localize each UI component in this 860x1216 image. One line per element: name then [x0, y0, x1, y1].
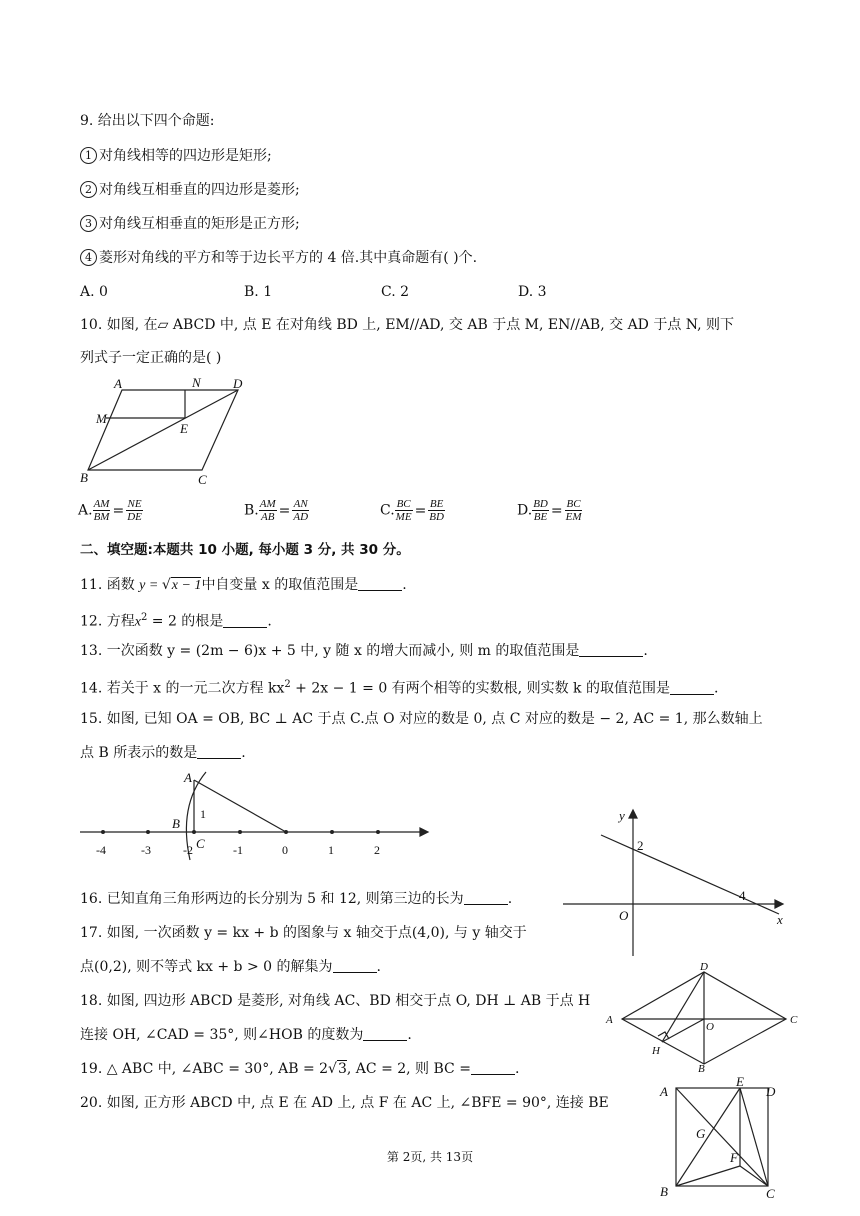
numerator: BE — [429, 498, 444, 510]
denominator: ME — [395, 511, 412, 523]
denominator: AB — [260, 511, 275, 523]
denominator: AD — [293, 511, 309, 523]
sqrt-sign: √ — [328, 1061, 337, 1077]
fraction — [292, 498, 309, 523]
proposition-text: 对角线互相垂直的矩形是正方形; — [99, 216, 300, 232]
tick-label: -4 — [96, 843, 106, 857]
label-b: B — [80, 470, 88, 485]
numerator: BC — [396, 498, 411, 510]
q19-post: , AC = 2, 则 BC = — [346, 1061, 471, 1077]
fraction — [565, 498, 583, 523]
origin-label: O — [619, 908, 629, 923]
q10-option-d — [517, 498, 582, 523]
equals: = — [112, 502, 125, 519]
q10-option-a — [78, 498, 143, 523]
q9-option-a: A. 0 — [80, 284, 108, 300]
denominator: EM — [565, 511, 582, 523]
q12-exponent: 2 — [140, 612, 148, 623]
q18-line2-text: 连接 OH, ∠CAD = 35°, 则∠HOB 的度数为 — [80, 1027, 364, 1043]
x-intercept-label: 4 — [739, 888, 746, 903]
q13: 13. 一次函数 y = (2m − 6)x + 5 中, y 随 x 的增大而减小, 则 m 的取值范围是 . — [80, 643, 648, 659]
fraction — [126, 498, 143, 523]
proposition-text: 菱形对角线的平方和等于边长平方的 4 倍.其中真命题有( )个. — [99, 250, 478, 266]
q9-option-b: B. 1 — [244, 284, 273, 300]
label-o: O — [706, 1021, 714, 1033]
label-a: A — [114, 376, 122, 391]
tick-label: 0 — [282, 843, 288, 857]
answer-blank — [333, 958, 377, 973]
label-b: B — [172, 816, 180, 831]
axis-y-label: y — [619, 808, 625, 823]
q9-stem: 9. 给出以下四个命题: — [80, 113, 215, 129]
label-c: C — [766, 1186, 775, 1201]
answer-blank — [471, 1060, 515, 1075]
number-line-figure — [80, 770, 440, 862]
q17-line2: 点(0,2), 则不等式 kx + b > 0 的解集为 . — [80, 959, 381, 975]
q10-stem-line2: 列式子一定正确的是( ) — [80, 350, 222, 366]
q9-proposition-4 — [80, 248, 477, 268]
q14-post: + 2x − 1 = 0 有两个相等的实数根, 则实数 k 的取值范围是 — [290, 680, 670, 697]
denominator: BM — [93, 511, 110, 523]
circled-number: 4 — [80, 249, 97, 266]
label-a: A — [184, 770, 192, 785]
segment-label-1: 1 — [200, 807, 206, 821]
q14-pre: 14. 若关于 x 的一元二次方程 kx — [80, 680, 285, 697]
label-b: B — [660, 1184, 668, 1199]
numerator: AM — [259, 498, 276, 510]
q10-stem-line1: 10. 如图, 在▱ ABCD 中, 点 E 在对角线 BD 上, EM//AD, 交 AB 于点 M, EN//AB, 交 AD 于点 N, 则下 — [80, 317, 735, 333]
q18-line2: 连接 OH, ∠CAD = 35°, 则∠HOB 的度数为 . — [80, 1027, 412, 1043]
q17-line2-text: 点(0,2), 则不等式 kx + b > 0 的解集为 — [80, 959, 333, 975]
q19: 19. △ ABC 中, ∠ABC = 30°, AB = 2√3, AC = 2, 则 BC = . — [80, 1061, 520, 1077]
q20-text: 20. 如图, 正方形 ABCD 中, 点 E 在 AD 上, 点 F 在 AC 上, ∠BFE = 90°, 连接 BE — [80, 1095, 609, 1111]
q9-option-d: D. 3 — [518, 284, 547, 300]
equals: = — [278, 502, 291, 519]
fraction — [93, 498, 111, 523]
q11-radicand: x − 1 — [171, 578, 202, 593]
q18-line1: 18. 如图, 四边形 ABCD 是菱形, 对角线 AC、BD 相交于点 O, DH ⊥ AB 于点 H — [80, 993, 591, 1009]
q12-expr: x — [134, 614, 141, 630]
fraction — [428, 498, 445, 523]
answer-blank — [358, 576, 402, 591]
fraction — [532, 498, 549, 523]
denominator: DE — [127, 511, 142, 523]
label-c: C — [790, 1014, 798, 1026]
label-e: E — [180, 421, 188, 436]
tick-label: -2 — [183, 843, 193, 857]
q10-option-b — [244, 498, 309, 523]
rhombus-figure — [604, 961, 804, 1075]
q16-text: 16. 已知直角三角形两边的长分别为 5 和 12, 则第三边的长为 — [80, 891, 464, 907]
label-c: C — [196, 836, 205, 851]
numerator: BC — [566, 498, 581, 510]
proposition-text: 对角线互相垂直的四边形是菱形; — [99, 182, 300, 198]
q9-proposition-2 — [80, 180, 300, 200]
label-n: N — [192, 375, 201, 390]
q17-line1: 17. 如图, 一次函数 y = kx + b 的图象与 x 轴交于点(4,0), 与 y 轴交于 — [80, 925, 527, 941]
y-intercept-label: 2 — [637, 838, 644, 853]
numerator: AN — [293, 498, 308, 510]
proposition-text: 对角线相等的四边形是矩形; — [99, 148, 272, 164]
q11-post: 中自变量 x 的取值范围是 — [201, 577, 359, 593]
label-c: C — [198, 472, 207, 487]
q12-pre: 12. 方程 — [80, 613, 135, 630]
fraction — [259, 498, 277, 523]
q19-radicand: 3 — [337, 1061, 347, 1077]
q10-option-c — [380, 498, 445, 523]
tick-label: -1 — [233, 843, 243, 857]
linear-function-graph — [563, 806, 793, 958]
q11-expr: y = — [139, 578, 162, 593]
label-b: B — [698, 1063, 705, 1075]
numerator: BD — [533, 498, 548, 510]
label-f: F — [730, 1150, 738, 1165]
label-d: D — [766, 1084, 776, 1099]
q11-pre: 11. 函数 — [80, 577, 140, 593]
circled-number: 1 — [80, 147, 97, 164]
tick-label: -3 — [141, 843, 151, 857]
denominator: BE — [533, 511, 548, 523]
label-d: D — [233, 376, 243, 391]
axis-x-label: x — [777, 912, 783, 927]
tick-label: 1 — [328, 843, 334, 857]
circled-number: 2 — [80, 181, 97, 198]
q13-text: 13. 一次函数 y = (2m − 6)x + 5 中, y 随 x 的增大而减小, 则 m 的取值范围是 — [80, 643, 580, 659]
option-label: A. — [78, 502, 93, 519]
fraction — [395, 498, 413, 523]
q9-proposition-1 — [80, 146, 272, 166]
q14: 14. 若关于 x 的一元二次方程 $kx^2 + 2x - 1 = 0$ 有两个相等的实数根, 则实数 k 的取值范围是 . — [80, 679, 719, 697]
answer-blank — [223, 613, 267, 628]
label-a: A — [606, 1014, 613, 1026]
q9-proposition-3 — [80, 214, 300, 234]
answer-blank — [197, 744, 241, 759]
parallelogram-figure — [80, 374, 250, 486]
square-figure — [656, 1074, 786, 1200]
answer-blank — [579, 642, 643, 657]
option-label: D. — [517, 502, 533, 519]
q12-post: = 2 的根是 — [147, 613, 224, 630]
tick-label: 2 — [374, 843, 380, 857]
q12: 12. 方程$x^2 = 2$ 的根是 . — [80, 612, 272, 630]
circled-number: 3 — [80, 215, 97, 232]
option-label: B. — [244, 502, 259, 519]
label-a: A — [660, 1084, 668, 1099]
q19-pre: 19. △ ABC 中, ∠ABC = 30°, AB = 2 — [80, 1061, 329, 1077]
numerator: NE — [127, 498, 142, 510]
q14-exponent: 2 — [284, 679, 291, 690]
denominator: BD — [429, 511, 444, 523]
label-h: H — [652, 1045, 660, 1057]
page-footer: 第 2页, 共 13页 — [386, 1150, 474, 1164]
label-e: E — [736, 1074, 744, 1089]
q15-line2-text: 点 B 所表示的数是 — [80, 745, 198, 761]
q16: 16. 已知直角三角形两边的长分别为 5 和 12, 则第三边的长为 . — [80, 891, 513, 907]
label-d: D — [700, 961, 708, 973]
label-g: G — [696, 1126, 706, 1141]
equals: = — [550, 502, 563, 519]
q9-option-c: C. 2 — [381, 284, 410, 300]
section-heading: 二、填空题:本题共 10 小题, 每小题 3 分, 共 30 分。 — [80, 542, 410, 558]
equals: = — [414, 502, 427, 519]
answer-blank — [464, 890, 508, 905]
answer-blank — [670, 680, 714, 695]
answer-blank — [363, 1026, 407, 1041]
sqrt-sign: √ — [161, 577, 171, 593]
option-label: C. — [380, 502, 395, 519]
q15-line1: 15. 如图, 已知 OA = OB, BC ⊥ AC 于点 C.点 O 对应的数是 0, 点 C 对应的数是 − 2, AC = 1, 那么数轴上 — [80, 711, 763, 727]
numerator: AM — [93, 498, 110, 510]
q11: 11. 函数 y = √x − 1中自变量 x 的取值范围是 . — [80, 577, 407, 593]
label-m: M — [96, 411, 107, 426]
q15-line2: 点 B 所表示的数是 . — [80, 745, 246, 761]
